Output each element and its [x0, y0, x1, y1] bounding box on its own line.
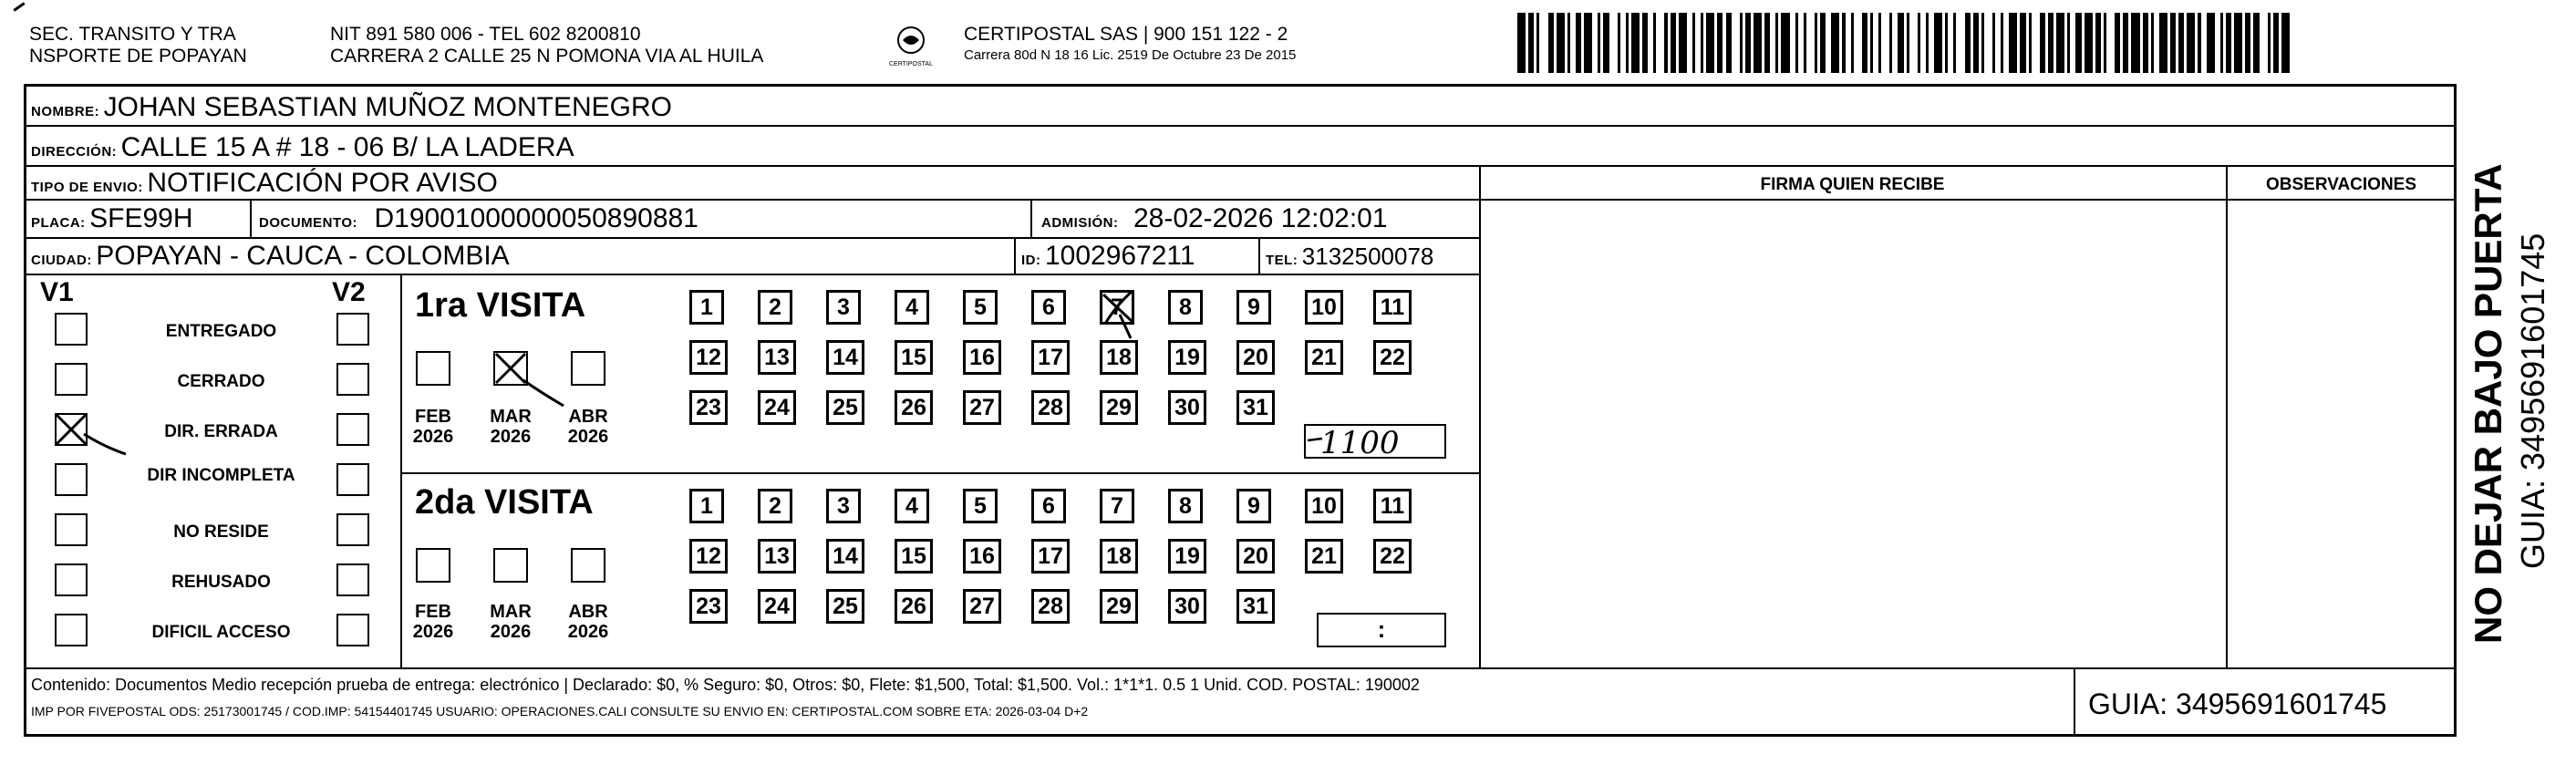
barcode-gap — [1984, 13, 1992, 73]
month-name: FEB — [415, 407, 451, 427]
barcode-bar — [2085, 13, 2093, 73]
month-name: ABR — [568, 407, 608, 427]
city-value: POPAYAN - CAUCA - COLOMBIA — [96, 241, 510, 271]
divider — [1014, 237, 1016, 274]
visit1-days-day-26[interactable]: 26 — [895, 390, 933, 425]
barcode-bar — [1754, 13, 1762, 73]
footer-guide: GUIA: 3495691601745 — [2088, 687, 2387, 720]
barcode-bar — [1631, 13, 1640, 73]
barcode-bar — [2234, 13, 2242, 73]
barcode-gap — [1609, 13, 1618, 73]
document-label: DOCUMENTO: — [259, 215, 358, 231]
tel-label: TEL: — [1266, 253, 1298, 268]
admission-label: ADMISIÓN: — [1041, 215, 1119, 231]
visit2-days-day-5[interactable]: 5 — [963, 489, 998, 523]
v1-checkbox-rehusado[interactable] — [55, 563, 88, 596]
check-mark-icon — [1100, 287, 1140, 342]
visit1-days-day-22[interactable]: 22 — [1373, 340, 1412, 375]
visit2-days-day-19[interactable]: 19 — [1168, 539, 1206, 574]
visit1-days-day-6[interactable]: 6 — [1031, 290, 1066, 325]
address-row — [31, 132, 574, 168]
status-dir-incompleta: DIR INCOMPLETA — [147, 466, 295, 485]
handwriting-time — [1304, 420, 1446, 460]
status-no-reside: NO RESIDE — [173, 522, 269, 542]
type-value: NOTIFICACIÓN POR AVISO — [147, 168, 498, 198]
visit1-days-day-29[interactable]: 29 — [1100, 390, 1138, 425]
tel-value: 3132500078 — [1301, 243, 1434, 270]
barcode-gap — [2260, 13, 2268, 73]
barcode-gap — [1539, 13, 1547, 73]
v2-checkbox-no-reside[interactable] — [336, 513, 369, 546]
visit2-days-day-10[interactable]: 10 — [1305, 489, 1343, 523]
visit2-days-day-21[interactable]: 21 — [1305, 539, 1343, 574]
visit2-time-box[interactable]: : — [1317, 613, 1446, 647]
visit1-days-day-13[interactable]: 13 — [758, 340, 796, 375]
visit1-days-day-3[interactable]: 3 — [826, 290, 861, 325]
barcode-bar — [2207, 13, 2215, 73]
certipostal-logo — [887, 22, 935, 69]
document-value: D19001000000050890881 — [374, 203, 698, 233]
month-year: 2026 — [490, 622, 532, 642]
sender-name — [29, 24, 247, 67]
visit2-days-day-27[interactable]: 27 — [963, 589, 1001, 624]
observations-header: OBSERVACIONES — [2265, 175, 2417, 194]
v1-checkbox-dir-incompleta[interactable] — [55, 463, 88, 496]
month-year: 2026 — [412, 427, 454, 447]
visit2-days-day-15[interactable]: 15 — [895, 539, 933, 574]
visit2-days-day-26[interactable]: 26 — [895, 589, 933, 624]
visit2-days-day-29[interactable]: 29 — [1100, 589, 1138, 624]
scan-mark — [13, 2, 25, 11]
visit2-days-day-8[interactable]: 8 — [1168, 489, 1203, 523]
id-label: ID: — [1021, 253, 1041, 268]
visit1-days-day-2[interactable]: 2 — [758, 290, 792, 325]
barcode-gap — [1732, 13, 1740, 73]
visit2-days-day-2[interactable]: 2 — [758, 489, 792, 523]
visit1-days-day-23[interactable]: 23 — [689, 390, 728, 425]
barcode-gap — [2290, 13, 2295, 73]
type-label: TIPO DE ENVIO: — [31, 180, 143, 195]
sender-line-1: SEC. TRANSITO Y TRA — [29, 24, 236, 45]
plate-label: PLACA: — [31, 215, 86, 231]
v2-checkbox-rehusado[interactable] — [336, 563, 369, 596]
visit1-time-text: 1100 — [1320, 425, 1400, 460]
visit1-days-day-7[interactable]: 7 — [1100, 290, 1134, 325]
logo-text: CERTIPOSTAL — [889, 61, 933, 67]
visit1-days-day-11[interactable]: 11 — [1373, 290, 1412, 325]
visit1-days-day-1[interactable]: 1 — [689, 290, 724, 325]
status-dir-errada: DIR. ERRADA — [164, 422, 278, 441]
visit2-days-day-22[interactable]: 22 — [1373, 539, 1412, 574]
barcode-gap — [2032, 13, 2040, 73]
visit2-days-day-9[interactable]: 9 — [1236, 489, 1271, 523]
city-field — [31, 241, 510, 276]
divider — [400, 472, 1479, 474]
visit2-days-day-25[interactable]: 25 — [826, 589, 864, 624]
month-year: 2026 — [412, 622, 454, 642]
courier-info — [964, 24, 1296, 66]
visit1-days-day-17[interactable]: 17 — [1031, 340, 1070, 375]
v1-checkbox-cerrado[interactable] — [55, 363, 88, 396]
visit2-days-day-7[interactable]: 7 — [1100, 489, 1134, 523]
barcode-bar — [2131, 13, 2139, 73]
month-name: MAR — [490, 602, 532, 622]
visit2-month-feb-box[interactable] — [416, 548, 450, 583]
pen-stroke-icon — [522, 378, 567, 409]
barcode-bar — [1557, 13, 1565, 73]
visit1-days-day-16[interactable]: 16 — [963, 340, 1001, 375]
status-cerrado: CERRADO — [177, 372, 265, 391]
visit2-days-day-31[interactable]: 31 — [1236, 589, 1275, 624]
visit1-days-day-8[interactable]: 8 — [1168, 290, 1203, 325]
visit2-month-abr — [561, 602, 616, 642]
divider — [1479, 165, 1481, 667]
visit1-days-day-27[interactable]: 27 — [963, 390, 1001, 425]
visit1-days-day-5[interactable]: 5 — [963, 290, 998, 325]
side-guide: GUIA: 3495691601745 — [2514, 233, 2551, 569]
visit2-days-day-23[interactable]: 23 — [689, 589, 728, 624]
plate-field — [31, 203, 193, 239]
visit1-days-day-14[interactable]: 14 — [826, 340, 864, 375]
visit2-days-day-20[interactable]: 20 — [1236, 539, 1275, 574]
visit1-title: 1ra VISITA — [415, 286, 586, 325]
barcode-bar — [2009, 13, 2017, 73]
sender-line-2: NSPORTE DE POPAYAN — [29, 46, 247, 67]
visit1-days-day-15[interactable]: 15 — [895, 340, 933, 375]
v1-checkbox-entregado[interactable] — [55, 313, 88, 346]
city-label: CIUDAD: — [31, 253, 92, 268]
v2-checkbox-dir-errada[interactable] — [336, 413, 369, 446]
visit2-days-day-12[interactable]: 12 — [689, 539, 728, 574]
visit2-month-mar-box[interactable] — [493, 548, 528, 583]
month-year: 2026 — [567, 622, 609, 642]
name-value: JOHAN SEBASTIAN MUÑOZ MONTENEGRO — [103, 92, 673, 122]
visit2-month-abr-box[interactable] — [571, 548, 605, 583]
v2-checkbox-dir-incompleta[interactable] — [336, 463, 369, 496]
plate-value: SFE99H — [89, 203, 193, 233]
v2-checkbox-entregado[interactable] — [336, 313, 369, 346]
divider — [2074, 667, 2075, 737]
barcode-bar — [2056, 13, 2064, 73]
visit1-days-day-19[interactable]: 19 — [1168, 340, 1206, 375]
divider — [250, 199, 252, 237]
divider — [400, 274, 402, 667]
side-notice: NO DEJAR BAJO PUERTA — [2467, 163, 2509, 644]
visit1-days-day-10[interactable]: 10 — [1305, 290, 1343, 325]
visit2-days-day-1[interactable]: 1 — [689, 489, 724, 523]
sender-info — [330, 24, 763, 67]
visit2-days-day-13[interactable]: 13 — [758, 539, 796, 574]
signature-header: FIRMA QUIEN RECIBE — [1760, 175, 1945, 194]
admission-field — [1041, 203, 1388, 239]
visit2-days-day-17[interactable]: 17 — [1031, 539, 1070, 574]
visit2-days-day-11[interactable]: 11 — [1373, 489, 1412, 523]
visit1-time-box[interactable] — [1304, 424, 1446, 459]
barcode-gap — [1956, 13, 1964, 73]
visit1-days-day-28[interactable]: 28 — [1031, 390, 1070, 425]
sender-info-line-1: NIT 891 580 006 - TEL 602 8200810 — [330, 24, 641, 45]
sender-info-line-2: CARRERA 2 CALLE 25 N POMONA VIA AL HUILA — [330, 46, 764, 67]
visit2-month-mar — [483, 602, 538, 642]
v1-header: V1 — [40, 277, 74, 307]
visit2-days-day-3[interactable]: 3 — [826, 489, 861, 523]
visit2-month-feb — [406, 602, 460, 642]
footer-print-info: IMP POR FIVEPOSTAL ODS: 25173001745 / COD.IMP: 54154401745 USUARIO: OPERACIONES.CALI CONSULTE SU ENVIO EN: CERTIPOSTAL.COM SOBRE ETA: 2026-03-04 D+2 — [31, 704, 1089, 718]
visit2-days-day-14[interactable]: 14 — [826, 539, 864, 574]
barcode-gap — [1656, 13, 1664, 73]
month-name: MAR — [490, 407, 532, 427]
status-rehusado: REHUSADO — [171, 573, 271, 592]
visit2-days-day-30[interactable]: 30 — [1168, 589, 1206, 624]
visit1-month-abr — [561, 407, 616, 447]
barcode-bar — [2159, 13, 2167, 73]
id-field — [1021, 241, 1195, 276]
barcode-bar — [2281, 13, 2290, 73]
v2-checkbox-cerrado[interactable] — [336, 363, 369, 396]
visit1-days-day-21[interactable]: 21 — [1305, 340, 1343, 375]
visit1-days-day-4[interactable]: 4 — [895, 290, 929, 325]
visit1-month-abr-box[interactable] — [571, 351, 605, 386]
month-name: ABR — [568, 602, 608, 622]
barcode-bar — [1517, 13, 1526, 73]
courier-name: CERTIPOSTAL SAS | 900 151 122 - 2 — [964, 24, 1288, 45]
visit1-month-feb — [406, 407, 460, 447]
barcode-bar — [1831, 13, 1839, 73]
barcode-bar — [1679, 13, 1687, 73]
footer-content: Contenido: Documentos Medio recepción prueba de entrega: electrónico | Declarado: $0, % Seguro: $0, Otros: $0, Flete: $1,500, Total: $1,500. Vol.: 1*1*1. 0.5 1 Unid. COD. POSTAL: 190002 — [31, 676, 1420, 694]
month-year: 2026 — [490, 427, 532, 447]
type-row — [31, 168, 498, 203]
barcode-gap — [2106, 13, 2115, 73]
v2-header: V2 — [332, 277, 366, 307]
barcode-gap — [1854, 13, 1862, 73]
visit1-days-day-12[interactable]: 12 — [689, 340, 728, 375]
id-value: 1002967211 — [1044, 241, 1195, 271]
visit1-month-feb-box[interactable] — [416, 351, 450, 386]
divider — [1258, 237, 1260, 274]
visit2-days-day-18[interactable]: 18 — [1100, 539, 1138, 574]
barcode-icon — [1517, 13, 2296, 73]
v1-checkbox-dificil-acceso[interactable] — [55, 614, 88, 646]
v2-checkbox-dificil-acceso[interactable] — [336, 614, 369, 646]
visit2-days-day-4[interactable]: 4 — [895, 489, 929, 523]
status-entregado: ENTREGADO — [165, 322, 277, 341]
visit1-days-day-9[interactable]: 9 — [1236, 290, 1271, 325]
barcode-bar — [1781, 13, 1789, 73]
visit1-days-day-31[interactable]: 31 — [1236, 390, 1275, 425]
barcode-bar — [1584, 13, 1592, 73]
visit2-days-day-28[interactable]: 28 — [1031, 589, 1070, 624]
visit1-days-day-24[interactable]: 24 — [758, 390, 796, 425]
divider — [1030, 199, 1032, 237]
visit1-month-mar — [483, 407, 538, 447]
visit2-title: 2da VISITA — [415, 483, 594, 522]
month-year: 2026 — [567, 427, 609, 447]
month-name: FEB — [415, 602, 451, 622]
visit1-days-day-30[interactable]: 30 — [1168, 390, 1206, 425]
v1-checkbox-no-reside[interactable] — [55, 513, 88, 546]
divider — [2226, 165, 2228, 667]
status-dificil-acceso: DIFICIL ACCESO — [151, 623, 291, 642]
barcode-bar — [2187, 13, 2195, 73]
visit2-days-day-6[interactable]: 6 — [1031, 489, 1066, 523]
barcode-bar — [1706, 13, 1714, 73]
name-row — [31, 92, 672, 128]
visit2-days-day-24[interactable]: 24 — [758, 589, 796, 624]
visit1-days-day-20[interactable]: 20 — [1236, 340, 1275, 375]
visit2-days-day-16[interactable]: 16 — [963, 539, 1001, 574]
address-value: CALLE 15 A # 18 - 06 B/ LA LADERA — [120, 132, 574, 162]
barcode-gap — [1909, 13, 1918, 73]
admission-value: 28-02-2026 12:02:01 — [1133, 203, 1388, 233]
document-field — [259, 203, 698, 239]
visit1-days-day-18[interactable]: 18 — [1100, 340, 1138, 375]
address-label: DIRECCIÓN: — [31, 144, 118, 160]
courier-address: Carrera 80d N 18 16 Lic. 2519 De Octubre 23 De 2015 — [964, 47, 1297, 63]
barcode-gap — [1806, 13, 1815, 73]
barcode-bar — [1934, 13, 1942, 73]
barcode-gap — [1881, 13, 1889, 73]
tel-field — [1266, 241, 1433, 276]
visit1-days-day-25[interactable]: 25 — [826, 390, 864, 425]
divider — [24, 667, 2457, 669]
name-label: NOMBRE: — [31, 104, 100, 119]
